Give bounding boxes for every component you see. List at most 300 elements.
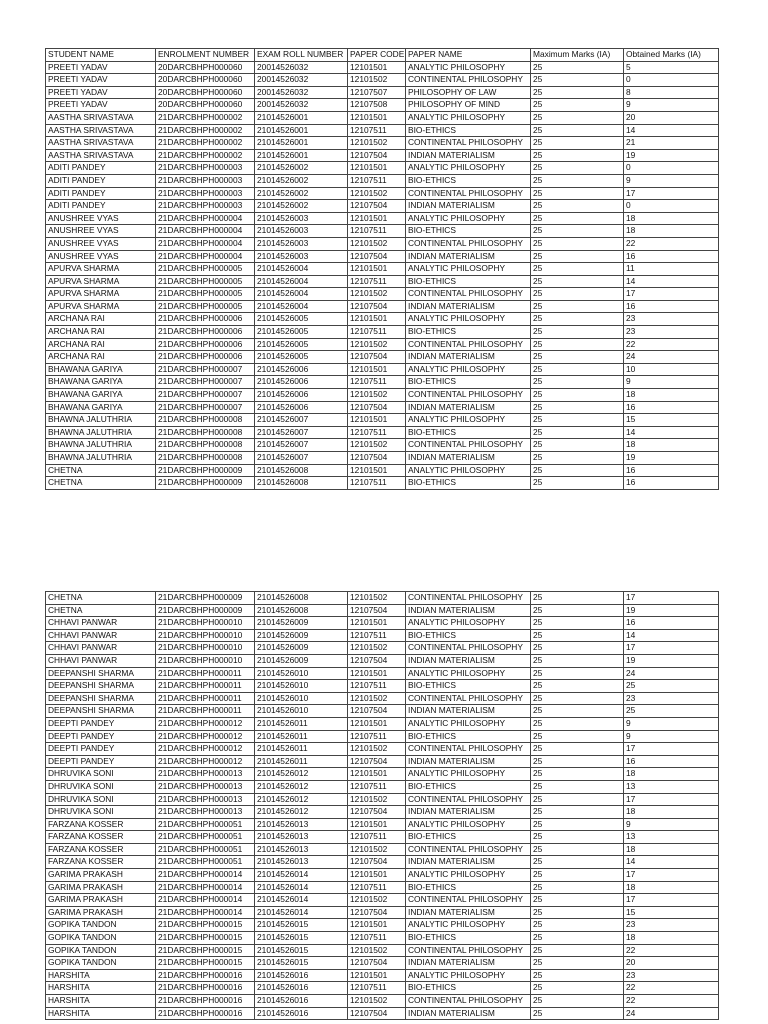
enrolment-number-cell: 21DARCBHPH000005 bbox=[156, 300, 255, 313]
exam-roll-number-cell: 21014526001 bbox=[255, 137, 348, 150]
paper-code-cell: 12101502 bbox=[348, 692, 406, 705]
exam-roll-number-header: EXAM ROLL NUMBER bbox=[255, 49, 348, 62]
student-name-cell: FARZANA KOSSER bbox=[46, 831, 156, 844]
maximum-marks-cell: 25 bbox=[531, 1007, 624, 1020]
maximum-marks-cell: 25 bbox=[531, 881, 624, 894]
enrolment-number-cell: 20DARCBHPH000060 bbox=[156, 86, 255, 99]
paper-code-cell: 12101501 bbox=[348, 869, 406, 882]
paper-code-cell: 12107504 bbox=[348, 401, 406, 414]
paper-name-cell: CONTINENTAL PHILOSOPHY bbox=[406, 592, 531, 605]
table-row bbox=[46, 162, 719, 175]
enrolment-number-cell: 21DARCBHPH000009 bbox=[156, 604, 255, 617]
obtained-marks-cell: 16 bbox=[624, 401, 719, 414]
paper-code-cell: 12107504 bbox=[348, 351, 406, 364]
enrolment-number-cell: 21DARCBHPH000003 bbox=[156, 162, 255, 175]
table-row bbox=[46, 401, 719, 414]
student-name-cell: FARZANA KOSSER bbox=[46, 856, 156, 869]
paper-code-cell: 12101502 bbox=[348, 389, 406, 402]
table-row bbox=[46, 768, 719, 781]
enrolment-number-cell: 21DARCBHPH000002 bbox=[156, 149, 255, 162]
paper-name-cell: CONTINENTAL PHILOSOPHY bbox=[406, 237, 531, 250]
maximum-marks-cell: 25 bbox=[531, 667, 624, 680]
obtained-marks-cell: 16 bbox=[624, 250, 719, 263]
obtained-marks-cell: 24 bbox=[624, 1007, 719, 1020]
paper-name-cell: INDIAN MATERIALISM bbox=[406, 200, 531, 213]
maximum-marks-cell: 25 bbox=[531, 426, 624, 439]
paper-code-cell: 12101502 bbox=[348, 944, 406, 957]
exam-roll-number-cell: 21014526016 bbox=[255, 995, 348, 1008]
paper-name-cell: INDIAN MATERIALISM bbox=[406, 351, 531, 364]
paper-code-cell: 12101501 bbox=[348, 768, 406, 781]
exam-roll-number-cell: 21014526012 bbox=[255, 793, 348, 806]
exam-roll-number-cell: 21014526008 bbox=[255, 592, 348, 605]
paper-code-cell: 12101501 bbox=[348, 212, 406, 225]
exam-roll-number-cell: 20014526032 bbox=[255, 61, 348, 74]
paper-name-cell: ANALYTIC PHILOSOPHY bbox=[406, 464, 531, 477]
student-name-cell: ANUSHREE VYAS bbox=[46, 225, 156, 238]
student-name-cell: AASTHA SRIVASTAVA bbox=[46, 137, 156, 150]
paper-name-cell: BIO-ETHICS bbox=[406, 225, 531, 238]
maximum-marks-cell: 25 bbox=[531, 326, 624, 339]
student-name-cell: ARCHANA RAI bbox=[46, 351, 156, 364]
paper-code-cell: 12107504 bbox=[348, 654, 406, 667]
paper-code-cell: 12101501 bbox=[348, 263, 406, 276]
student-name-cell: AASTHA SRIVASTAVA bbox=[46, 111, 156, 124]
maximum-marks-cell: 25 bbox=[531, 452, 624, 465]
table-row bbox=[46, 452, 719, 465]
exam-roll-number-cell: 21014526008 bbox=[255, 477, 348, 490]
table-row bbox=[46, 124, 719, 137]
table-row bbox=[46, 969, 719, 982]
exam-roll-number-cell: 21014526009 bbox=[255, 629, 348, 642]
paper-name-header: PAPER NAME bbox=[406, 49, 531, 62]
student-name-cell: DEEPTI PANDEY bbox=[46, 730, 156, 743]
paper-name-cell: INDIAN MATERIALISM bbox=[406, 452, 531, 465]
student-name-cell: APURVA SHARMA bbox=[46, 288, 156, 301]
paper-name-cell: CONTINENTAL PHILOSOPHY bbox=[406, 338, 531, 351]
maximum-marks-cell: 25 bbox=[531, 162, 624, 175]
table-row bbox=[46, 464, 719, 477]
obtained-marks-cell: 17 bbox=[624, 592, 719, 605]
paper-code-cell: 12107504 bbox=[348, 1007, 406, 1020]
exam-roll-number-cell: 21014526014 bbox=[255, 881, 348, 894]
maximum-marks-cell: 25 bbox=[531, 300, 624, 313]
student-name-cell: ADITI PANDEY bbox=[46, 200, 156, 213]
obtained-marks-cell: 18 bbox=[624, 932, 719, 945]
table-row bbox=[46, 439, 719, 452]
paper-name-cell: ANALYTIC PHILOSOPHY bbox=[406, 869, 531, 882]
paper-name-cell: ANALYTIC PHILOSOPHY bbox=[406, 162, 531, 175]
table-row bbox=[46, 680, 719, 693]
paper-code-cell: 12101502 bbox=[348, 439, 406, 452]
exam-roll-number-cell: 21014526002 bbox=[255, 162, 348, 175]
paper-name-cell: BIO-ETHICS bbox=[406, 426, 531, 439]
table-row bbox=[46, 843, 719, 856]
paper-name-cell: CONTINENTAL PHILOSOPHY bbox=[406, 187, 531, 200]
enrolment-number-cell: 21DARCBHPH000005 bbox=[156, 263, 255, 276]
paper-name-cell: INDIAN MATERIALISM bbox=[406, 300, 531, 313]
enrolment-number-cell: 21DARCBHPH000004 bbox=[156, 225, 255, 238]
marks-table-page-1 bbox=[45, 48, 719, 490]
exam-roll-number-cell: 21014526008 bbox=[255, 464, 348, 477]
paper-code-cell: 12101502 bbox=[348, 894, 406, 907]
table-row bbox=[46, 780, 719, 793]
paper-code-cell: 12107511 bbox=[348, 275, 406, 288]
paper-code-cell: 12107511 bbox=[348, 426, 406, 439]
exam-roll-number-cell: 21014526006 bbox=[255, 376, 348, 389]
obtained-marks-cell: 14 bbox=[624, 275, 719, 288]
enrolment-number-cell: 21DARCBHPH000008 bbox=[156, 414, 255, 427]
exam-roll-number-cell: 21014526009 bbox=[255, 654, 348, 667]
maximum-marks-cell: 25 bbox=[531, 212, 624, 225]
enrolment-number-cell: 21DARCBHPH000008 bbox=[156, 452, 255, 465]
maximum-marks-cell: 25 bbox=[531, 376, 624, 389]
exam-roll-number-cell: 21014526009 bbox=[255, 617, 348, 630]
paper-name-cell: INDIAN MATERIALISM bbox=[406, 906, 531, 919]
student-name-cell: AASTHA SRIVASTAVA bbox=[46, 124, 156, 137]
enrolment-number-cell: 21DARCBHPH000015 bbox=[156, 944, 255, 957]
paper-name-cell: CONTINENTAL PHILOSOPHY bbox=[406, 995, 531, 1008]
paper-code-cell: 12107511 bbox=[348, 780, 406, 793]
table-row bbox=[46, 200, 719, 213]
exam-roll-number-cell: 20014526032 bbox=[255, 86, 348, 99]
maximum-marks-cell: 25 bbox=[531, 869, 624, 882]
enrolment-number-cell: 21DARCBHPH000012 bbox=[156, 730, 255, 743]
maximum-marks-cell: 25 bbox=[531, 174, 624, 187]
table-row bbox=[46, 919, 719, 932]
maximum-marks-cell: 25 bbox=[531, 288, 624, 301]
enrolment-number-cell: 21DARCBHPH000003 bbox=[156, 187, 255, 200]
exam-roll-number-cell: 21014526005 bbox=[255, 326, 348, 339]
obtained-marks-cell: 18 bbox=[624, 843, 719, 856]
obtained-marks-cell: 15 bbox=[624, 906, 719, 919]
maximum-marks-cell: 25 bbox=[531, 818, 624, 831]
paper-code-cell: 12101501 bbox=[348, 363, 406, 376]
enrolment-number-cell: 21DARCBHPH000014 bbox=[156, 881, 255, 894]
paper-code-cell: 12107504 bbox=[348, 300, 406, 313]
paper-code-cell: 12107504 bbox=[348, 755, 406, 768]
maximum-marks-cell: 25 bbox=[531, 831, 624, 844]
student-name-cell: APURVA SHARMA bbox=[46, 275, 156, 288]
exam-roll-number-cell: 21014526015 bbox=[255, 919, 348, 932]
table-row bbox=[46, 137, 719, 150]
paper-name-cell: CONTINENTAL PHILOSOPHY bbox=[406, 439, 531, 452]
obtained-marks-cell: 21 bbox=[624, 137, 719, 150]
student-name-cell: DEEPTI PANDEY bbox=[46, 755, 156, 768]
exam-roll-number-cell: 21014526010 bbox=[255, 705, 348, 718]
maximum-marks-cell: 25 bbox=[531, 237, 624, 250]
paper-code-cell: 12107511 bbox=[348, 376, 406, 389]
obtained-marks-cell: 25 bbox=[624, 680, 719, 693]
paper-name-cell: ANALYTIC PHILOSOPHY bbox=[406, 818, 531, 831]
exam-roll-number-cell: 21014526002 bbox=[255, 187, 348, 200]
paper-code-cell: 12101501 bbox=[348, 414, 406, 427]
maximum-marks-cell: 25 bbox=[531, 137, 624, 150]
enrolment-number-cell: 21DARCBHPH000005 bbox=[156, 288, 255, 301]
exam-roll-number-cell: 21014526013 bbox=[255, 856, 348, 869]
paper-name-cell: ANALYTIC PHILOSOPHY bbox=[406, 263, 531, 276]
exam-roll-number-cell: 21014526004 bbox=[255, 300, 348, 313]
student-name-cell: BHAWANA GARIYA bbox=[46, 401, 156, 414]
obtained-marks-cell: 18 bbox=[624, 389, 719, 402]
paper-code-header: PAPER CODE bbox=[348, 49, 406, 62]
maximum-marks-cell: 25 bbox=[531, 592, 624, 605]
obtained-marks-header: Obtained Marks (IA) bbox=[624, 49, 719, 62]
exam-roll-number-cell: 21014526011 bbox=[255, 743, 348, 756]
student-name-cell: DEEPTI PANDEY bbox=[46, 717, 156, 730]
paper-code-cell: 12101502 bbox=[348, 237, 406, 250]
enrolment-number-cell: 21DARCBHPH000014 bbox=[156, 869, 255, 882]
student-name-cell: CHHAVI PANWAR bbox=[46, 654, 156, 667]
enrolment-number-cell: 21DARCBHPH000051 bbox=[156, 856, 255, 869]
enrolment-number-cell: 21DARCBHPH000013 bbox=[156, 768, 255, 781]
exam-roll-number-cell: 21014526012 bbox=[255, 780, 348, 793]
maximum-marks-cell: 25 bbox=[531, 439, 624, 452]
maximum-marks-cell: 25 bbox=[531, 187, 624, 200]
exam-roll-number-cell: 21014526013 bbox=[255, 843, 348, 856]
paper-code-cell: 12101501 bbox=[348, 969, 406, 982]
enrolment-number-header: ENROLMENT NUMBER bbox=[156, 49, 255, 62]
exam-roll-number-cell: 21014526007 bbox=[255, 452, 348, 465]
table-row bbox=[46, 667, 719, 680]
exam-roll-number-cell: 21014526001 bbox=[255, 149, 348, 162]
paper-name-cell: INDIAN MATERIALISM bbox=[406, 654, 531, 667]
paper-code-cell: 12101501 bbox=[348, 464, 406, 477]
paper-code-cell: 12107504 bbox=[348, 957, 406, 970]
obtained-marks-cell: 23 bbox=[624, 692, 719, 705]
exam-roll-number-cell: 21014526015 bbox=[255, 932, 348, 945]
student-name-cell: HARSHITA bbox=[46, 969, 156, 982]
table-row bbox=[46, 818, 719, 831]
table-row bbox=[46, 906, 719, 919]
student-name-cell: HARSHITA bbox=[46, 995, 156, 1008]
enrolment-number-cell: 21DARCBHPH000007 bbox=[156, 376, 255, 389]
table-row bbox=[46, 111, 719, 124]
table-row bbox=[46, 692, 719, 705]
paper-code-cell: 12101501 bbox=[348, 617, 406, 630]
maximum-marks-cell: 25 bbox=[531, 843, 624, 856]
paper-code-cell: 12101501 bbox=[348, 162, 406, 175]
exam-roll-number-cell: 21014526003 bbox=[255, 212, 348, 225]
maximum-marks-cell: 25 bbox=[531, 705, 624, 718]
paper-code-cell: 12107504 bbox=[348, 604, 406, 617]
maximum-marks-cell: 25 bbox=[531, 111, 624, 124]
enrolment-number-cell: 21DARCBHPH000013 bbox=[156, 806, 255, 819]
student-name-cell: DHRUVIKA SONI bbox=[46, 793, 156, 806]
paper-name-cell: INDIAN MATERIALISM bbox=[406, 149, 531, 162]
paper-name-cell: INDIAN MATERIALISM bbox=[406, 957, 531, 970]
maximum-marks-cell: 25 bbox=[531, 780, 624, 793]
student-name-cell: DHRUVIKA SONI bbox=[46, 780, 156, 793]
table-row bbox=[46, 869, 719, 882]
enrolment-number-cell: 21DARCBHPH000014 bbox=[156, 906, 255, 919]
paper-name-cell: INDIAN MATERIALISM bbox=[406, 806, 531, 819]
obtained-marks-cell: 19 bbox=[624, 654, 719, 667]
maximum-marks-cell: 25 bbox=[531, 906, 624, 919]
enrolment-number-cell: 21DARCBHPH000002 bbox=[156, 124, 255, 137]
student-name-cell: DEEPANSHI SHARMA bbox=[46, 705, 156, 718]
student-name-cell: APURVA SHARMA bbox=[46, 300, 156, 313]
maximum-marks-cell: 25 bbox=[531, 957, 624, 970]
student-name-cell: CHETNA bbox=[46, 604, 156, 617]
exam-roll-number-cell: 21014526002 bbox=[255, 174, 348, 187]
enrolment-number-cell: 21DARCBHPH000002 bbox=[156, 137, 255, 150]
exam-roll-number-cell: 21014526015 bbox=[255, 944, 348, 957]
paper-name-cell: BIO-ETHICS bbox=[406, 326, 531, 339]
enrolment-number-cell: 21DARCBHPH000015 bbox=[156, 919, 255, 932]
table-row bbox=[46, 755, 719, 768]
table-row bbox=[46, 982, 719, 995]
paper-name-cell: BIO-ETHICS bbox=[406, 831, 531, 844]
obtained-marks-cell: 18 bbox=[624, 225, 719, 238]
student-name-cell: PREETI YADAV bbox=[46, 86, 156, 99]
paper-code-cell: 12107511 bbox=[348, 932, 406, 945]
obtained-marks-cell: 16 bbox=[624, 755, 719, 768]
enrolment-number-cell: 21DARCBHPH000011 bbox=[156, 705, 255, 718]
obtained-marks-cell: 23 bbox=[624, 919, 719, 932]
maximum-marks-cell: 25 bbox=[531, 982, 624, 995]
obtained-marks-cell: 16 bbox=[624, 464, 719, 477]
exam-roll-number-cell: 21014526002 bbox=[255, 200, 348, 213]
paper-name-cell: CONTINENTAL PHILOSOPHY bbox=[406, 642, 531, 655]
student-name-cell: GOPIKA TANDON bbox=[46, 919, 156, 932]
maximum-marks-cell: 25 bbox=[531, 200, 624, 213]
paper-code-cell: 12107511 bbox=[348, 326, 406, 339]
table-row bbox=[46, 237, 719, 250]
obtained-marks-cell: 9 bbox=[624, 376, 719, 389]
enrolment-number-cell: 21DARCBHPH000011 bbox=[156, 692, 255, 705]
exam-roll-number-cell: 21014526014 bbox=[255, 894, 348, 907]
obtained-marks-cell: 17 bbox=[624, 869, 719, 882]
student-name-cell: BHAWANA GARIYA bbox=[46, 363, 156, 376]
student-name-cell: ANUSHREE VYAS bbox=[46, 250, 156, 263]
exam-roll-number-cell: 21014526014 bbox=[255, 906, 348, 919]
exam-roll-number-cell: 21014526011 bbox=[255, 717, 348, 730]
table-row bbox=[46, 881, 719, 894]
table-row bbox=[46, 326, 719, 339]
maximum-marks-cell: 25 bbox=[531, 401, 624, 414]
enrolment-number-cell: 21DARCBHPH000004 bbox=[156, 250, 255, 263]
exam-roll-number-cell: 21014526014 bbox=[255, 869, 348, 882]
paper-code-cell: 12107511 bbox=[348, 730, 406, 743]
maximum-marks-cell: 25 bbox=[531, 755, 624, 768]
obtained-marks-cell: 9 bbox=[624, 174, 719, 187]
student-name-cell: GARIMA PRAKASH bbox=[46, 869, 156, 882]
exam-roll-number-cell: 21014526006 bbox=[255, 389, 348, 402]
obtained-marks-cell: 15 bbox=[624, 414, 719, 427]
exam-roll-number-cell: 21014526013 bbox=[255, 818, 348, 831]
obtained-marks-cell: 9 bbox=[624, 717, 719, 730]
obtained-marks-cell: 16 bbox=[624, 617, 719, 630]
student-name-cell: PREETI YADAV bbox=[46, 74, 156, 87]
exam-roll-number-cell: 21014526016 bbox=[255, 982, 348, 995]
paper-code-cell: 12107504 bbox=[348, 856, 406, 869]
paper-name-cell: INDIAN MATERIALISM bbox=[406, 1007, 531, 1020]
obtained-marks-cell: 18 bbox=[624, 439, 719, 452]
enrolment-number-cell: 21DARCBHPH000008 bbox=[156, 426, 255, 439]
student-name-cell: AASTHA SRIVASTAVA bbox=[46, 149, 156, 162]
paper-name-cell: CONTINENTAL PHILOSOPHY bbox=[406, 894, 531, 907]
paper-name-cell: CONTINENTAL PHILOSOPHY bbox=[406, 74, 531, 87]
maximum-marks-cell: 25 bbox=[531, 768, 624, 781]
enrolment-number-cell: 21DARCBHPH000051 bbox=[156, 843, 255, 856]
obtained-marks-cell: 22 bbox=[624, 338, 719, 351]
marks-table-page-2-body bbox=[46, 592, 719, 1020]
paper-code-cell: 12101502 bbox=[348, 793, 406, 806]
table-row bbox=[46, 288, 719, 301]
obtained-marks-cell: 22 bbox=[624, 995, 719, 1008]
paper-code-cell: 12101501 bbox=[348, 717, 406, 730]
maximum-marks-cell: 25 bbox=[531, 86, 624, 99]
paper-code-cell: 12107504 bbox=[348, 149, 406, 162]
obtained-marks-cell: 24 bbox=[624, 667, 719, 680]
student-name-cell: CHETNA bbox=[46, 477, 156, 490]
enrolment-number-cell: 21DARCBHPH000016 bbox=[156, 995, 255, 1008]
obtained-marks-cell: 16 bbox=[624, 300, 719, 313]
obtained-marks-cell: 14 bbox=[624, 124, 719, 137]
table-row bbox=[46, 149, 719, 162]
paper-code-cell: 12101502 bbox=[348, 642, 406, 655]
maximum-marks-cell: 25 bbox=[531, 642, 624, 655]
student-name-cell: APURVA SHARMA bbox=[46, 263, 156, 276]
exam-roll-number-cell: 21014526016 bbox=[255, 1007, 348, 1020]
table-row bbox=[46, 793, 719, 806]
obtained-marks-cell: 11 bbox=[624, 263, 719, 276]
table-row bbox=[46, 86, 719, 99]
student-name-cell: GOPIKA TANDON bbox=[46, 944, 156, 957]
paper-name-cell: BIO-ETHICS bbox=[406, 982, 531, 995]
paper-code-cell: 12107504 bbox=[348, 452, 406, 465]
paper-name-cell: INDIAN MATERIALISM bbox=[406, 856, 531, 869]
table-row bbox=[46, 313, 719, 326]
student-name-cell: GARIMA PRAKASH bbox=[46, 881, 156, 894]
obtained-marks-cell: 14 bbox=[624, 426, 719, 439]
exam-roll-number-cell: 21014526013 bbox=[255, 831, 348, 844]
paper-code-cell: 12101501 bbox=[348, 61, 406, 74]
maximum-marks-cell: 25 bbox=[531, 919, 624, 932]
obtained-marks-cell: 17 bbox=[624, 187, 719, 200]
paper-code-cell: 12107511 bbox=[348, 477, 406, 490]
paper-name-cell: ANALYTIC PHILOSOPHY bbox=[406, 919, 531, 932]
table-row bbox=[46, 629, 719, 642]
table-row bbox=[46, 592, 719, 605]
exam-roll-number-cell: 21014526015 bbox=[255, 957, 348, 970]
obtained-marks-cell: 10 bbox=[624, 363, 719, 376]
enrolment-number-cell: 21DARCBHPH000005 bbox=[156, 275, 255, 288]
student-name-cell: ARCHANA RAI bbox=[46, 313, 156, 326]
obtained-marks-cell: 16 bbox=[624, 477, 719, 490]
maximum-marks-cell: 25 bbox=[531, 275, 624, 288]
maximum-marks-cell: 25 bbox=[531, 894, 624, 907]
maximum-marks-cell: 25 bbox=[531, 61, 624, 74]
obtained-marks-cell: 20 bbox=[624, 111, 719, 124]
maximum-marks-cell: 25 bbox=[531, 604, 624, 617]
student-name-cell: GARIMA PRAKASH bbox=[46, 894, 156, 907]
exam-roll-number-cell: 21014526004 bbox=[255, 275, 348, 288]
student-name-cell: BHAWANA GARIYA bbox=[46, 376, 156, 389]
exam-roll-number-cell: 21014526011 bbox=[255, 755, 348, 768]
maximum-marks-cell: 25 bbox=[531, 730, 624, 743]
paper-name-cell: BIO-ETHICS bbox=[406, 376, 531, 389]
exam-roll-number-cell: 20014526032 bbox=[255, 99, 348, 112]
obtained-marks-cell: 25 bbox=[624, 705, 719, 718]
student-name-cell: DEEPANSHI SHARMA bbox=[46, 667, 156, 680]
table-row bbox=[46, 414, 719, 427]
table-row bbox=[46, 831, 719, 844]
paper-code-cell: 12107511 bbox=[348, 225, 406, 238]
exam-roll-number-cell: 21014526012 bbox=[255, 768, 348, 781]
enrolment-number-cell: 21DARCBHPH000009 bbox=[156, 464, 255, 477]
